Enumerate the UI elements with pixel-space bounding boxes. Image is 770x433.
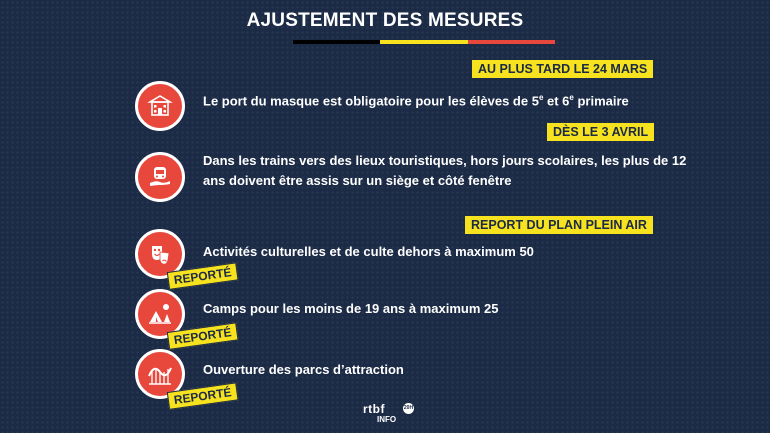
section-badge-3-avril: DÈS LE 3 AVRIL — [547, 123, 654, 141]
item-trains-text — [203, 151, 686, 191]
flag-black-stripe — [293, 40, 380, 44]
item-masque-end: primaire — [573, 93, 629, 109]
logo-sub-text: INFO — [377, 415, 397, 424]
item-masque-main: Le port du masque est obligatoire pour les élèves de 5 — [203, 93, 539, 109]
item-masque-sup1: e — [538, 93, 544, 102]
item-masque-sup2: e — [569, 93, 574, 102]
reporte-stamp-culturelles: REPORTÉ — [167, 262, 239, 290]
item-trains-line1: Dans les trains vers des lieux touristiques, hors jours scolaires, les plus de 12 — [203, 153, 687, 168]
item-masque-text — [203, 88, 629, 111]
rtbf-info-logo — [363, 402, 423, 428]
page-title: AJUSTEMENT DES MESURES — [246, 10, 524, 31]
belgian-flag-stripe — [293, 40, 555, 44]
item-parcs-text: Ouverture des parcs d’attraction — [203, 362, 404, 377]
section-badge-24-mars: AU PLUS TARD LE 24 MARS — [472, 60, 653, 78]
section-badge-plan-plein-air: REPORT DU PLAN PLEIN AIR — [465, 216, 653, 234]
item-trains-line2: ans doivent être assis sur un siège et côté fenêtre — [203, 173, 512, 188]
logo-main-text: rtbf — [363, 402, 385, 416]
train-icon — [135, 152, 185, 202]
reporte-stamp-parcs: REPORTÉ — [167, 382, 239, 410]
school-icon — [135, 81, 185, 131]
item-masque-mid: et 6 — [543, 93, 570, 109]
flag-red-stripe — [468, 40, 555, 44]
flag-yellow-stripe — [380, 40, 467, 44]
reporte-stamp-camps: REPORTÉ — [167, 322, 239, 350]
item-camps-text: Camps pour les moins de 19 ans à maximum 25 — [203, 301, 499, 316]
item-culturelles-text: Activités culturelles et de culte dehors à maximum 50 — [203, 244, 534, 259]
logo-badge: 20H — [403, 403, 414, 414]
